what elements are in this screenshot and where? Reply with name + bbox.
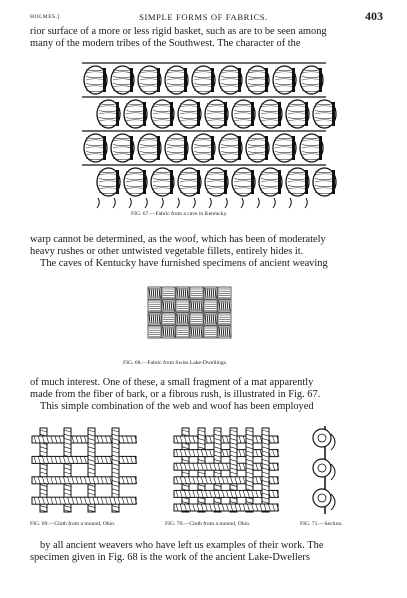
figure-70-caption: FIG. 70.—Cloth from a mound, Ohio. (165, 521, 251, 527)
woof-bundle (165, 134, 188, 162)
figure-71-section (308, 426, 342, 516)
weave-cell (148, 313, 161, 325)
text-line: This simple combination of the web and woof has been employed (40, 401, 314, 412)
woof-bundle (313, 168, 336, 196)
woof-cord (32, 497, 137, 504)
weave-cell (218, 287, 231, 299)
text-line: made from the fiber of bark, or a fibrous rush, is illustrated in Fig. 67. (30, 389, 321, 400)
text-line: specimen given in Fig. 68 is the work of the ancient Lake-Dwellers (30, 552, 310, 563)
woof-bundle (286, 100, 309, 128)
figure-67-basket-fabric (78, 58, 330, 208)
woof-bundle (178, 168, 201, 196)
woof-bundle (124, 168, 147, 196)
woof-bundle (165, 66, 188, 94)
text-line: by all ancient weavers who have left us examples of their work. The (40, 540, 324, 551)
figure-69-mound-cloth (30, 426, 140, 516)
woof-bundle (259, 168, 282, 196)
figure-69-caption: FIG. 69.—Cloth from a mound, Ohio. (30, 521, 116, 527)
woof-bundle (84, 134, 107, 162)
warp-cord (246, 428, 253, 512)
figure-68-lake-dwelling-fabric (146, 285, 236, 343)
woof-bundle (219, 134, 242, 162)
woof-bundle (219, 66, 242, 94)
weave-cell (176, 313, 189, 325)
figure-68-caption: FIG. 68.—Fabric from Swiss Lake-Dwellings. (123, 360, 228, 366)
text-line: of much interest. One of these, a small fragment of a mat apparently (30, 377, 314, 388)
woof-bundle (138, 66, 161, 94)
weave-cell (204, 287, 217, 299)
weave-cell (162, 287, 175, 299)
weave-cell (204, 300, 217, 312)
woof-bundle (97, 168, 120, 196)
weave-cell (190, 300, 203, 312)
woof-cord (32, 436, 137, 443)
text-line: rior surface of a more or less rigid basket, such as are to be seen among (30, 26, 327, 37)
woof-bundle (300, 134, 323, 162)
figure-70-mound-cloth (172, 426, 282, 516)
woof-bundle (273, 66, 296, 94)
woof-bundle (205, 100, 228, 128)
woof-bundle (84, 66, 107, 94)
running-head-author: HOLMES.] (30, 14, 60, 20)
weave-cell (218, 300, 231, 312)
weave-cell (176, 287, 189, 299)
woof-bundle (111, 66, 134, 94)
text-line: heavy rushes or other untwisted vegetable fillets, entirely hides it. (30, 246, 304, 257)
warp-cord (230, 428, 237, 512)
woof-bundle (300, 66, 323, 94)
woof-bundle (205, 168, 228, 196)
woof-bundle (192, 66, 215, 94)
woof-cord (32, 477, 137, 484)
woof-bundle (246, 134, 269, 162)
text-line: many of the modern tribes of the Southwest. The character of the (30, 38, 301, 49)
weave-cell (190, 326, 203, 338)
weave-cell (218, 313, 231, 325)
woof-bundle (151, 168, 174, 196)
figure-67-caption: FIG. 67.—Fabric from a cave in Kentucky. (131, 211, 228, 217)
weave-cell (204, 313, 217, 325)
weave-cell (176, 300, 189, 312)
woof-bundle (259, 100, 282, 128)
woof-bundle (313, 100, 336, 128)
woof-cord (32, 456, 137, 463)
cord-section (313, 429, 335, 450)
woof-bundle (111, 134, 134, 162)
weave-cell (218, 326, 231, 338)
figure-71-caption: FIG. 71.—Section. (300, 521, 343, 527)
woof-bundle (138, 134, 161, 162)
weave-cell (190, 287, 203, 299)
text-line: warp cannot be determined, as the woof, which has been of moderately (30, 234, 326, 245)
woof-bundle (97, 100, 120, 128)
woof-bundle (192, 134, 215, 162)
weave-cell (148, 287, 161, 299)
weave-cell (148, 326, 161, 338)
cord-section (313, 459, 335, 480)
woof-bundle (273, 134, 296, 162)
woof-bundle (232, 168, 255, 196)
weave-cell (190, 313, 203, 325)
woof-cord (174, 504, 279, 511)
text-line: The caves of Kentucky have furnished specimens of ancient weaving (40, 258, 328, 269)
woof-bundle (232, 100, 255, 128)
woof-bundle (286, 168, 309, 196)
woof-bundle (178, 100, 201, 128)
woof-bundle (246, 66, 269, 94)
running-head-title: SIMPLE FORMS OF FABRICS. (139, 12, 268, 22)
weave-cell (162, 326, 175, 338)
woof-bundle (151, 100, 174, 128)
weave-cell (204, 326, 217, 338)
weave-cell (162, 313, 175, 325)
cord-section (313, 489, 335, 510)
weave-cell (162, 300, 175, 312)
weave-cell (148, 300, 161, 312)
woof-bundle (124, 100, 147, 128)
page-number: 403 (365, 9, 383, 23)
weave-cell (176, 326, 189, 338)
warp-cord (262, 428, 269, 512)
